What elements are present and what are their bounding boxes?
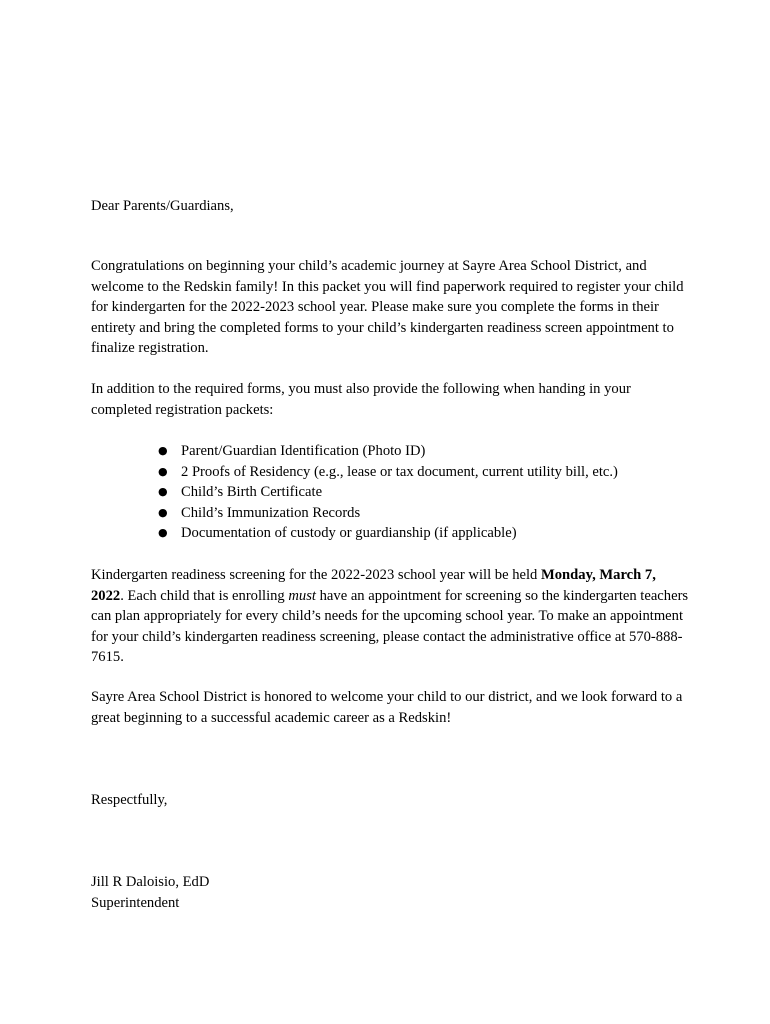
list-item: ● Child’s Birth Certificate: [152, 482, 672, 503]
intro-paragraph: Congratulations on beginning your child’s academic journey at Sayre Area School District, and welcome to the Redskin family! In this packet you will find paperwork required to register your child for kindergarten for the 2022-2023 school year. Please make sure you complete the forms in their entirety and bring the completed forms to your child’s kindergarten readiness screen appointment to finalize registration.: [91, 258, 684, 356]
closing: Respectfully,: [91, 792, 168, 808]
emphasis-must: must: [288, 587, 316, 604]
bullet-icon: ●: [158, 444, 168, 457]
bullet-icon: ●: [158, 485, 168, 499]
salutation: Dear Parents/Guardians,: [91, 198, 234, 214]
screening-date: Monday, March 7, 2022: [91, 567, 656, 604]
list-item: ● 2 Proofs of Residency (e.g., lease or tax document, current utility bill, etc.): [152, 462, 672, 483]
welcome-paragraph: Sayre Area School District is honored to welcome your child to our district, and we look forward to a great beginning to a successful academic career as a Redskin!: [91, 689, 683, 726]
bullet-icon: ●: [158, 505, 168, 519]
signer-name: Jill R Daloisio, EdD: [91, 874, 210, 890]
list-item: ● Documentation of custody or guardianship (if applicable): [152, 523, 672, 544]
required-items-list: [152, 441, 672, 544]
requirements-paragraph: In addition to the required forms, you must also provide the following when handing in your completed registration packets:: [91, 381, 631, 418]
bullet-icon: ●: [158, 526, 168, 540]
screening-paragraph: Kindergarten readiness screening for the 2022-2023 school year will be held Monday, March 7, 2022. Each child that is enrolling must have an appointment for screening so the kindergarten teachers can plan appropriately for every child’s needs for the upcoming school year. To make an appointment for your child’s kindergarten readiness screening, please contact the administrative office at 570-888-7615.: [91, 567, 689, 665]
bullet-icon: ●: [158, 464, 168, 478]
list-item: ● Child’s Immunization Records: [152, 503, 672, 524]
list-item: ● Parent/Guardian Identification (Photo ID): [152, 441, 672, 462]
signer-title: Superintendent: [91, 895, 180, 911]
